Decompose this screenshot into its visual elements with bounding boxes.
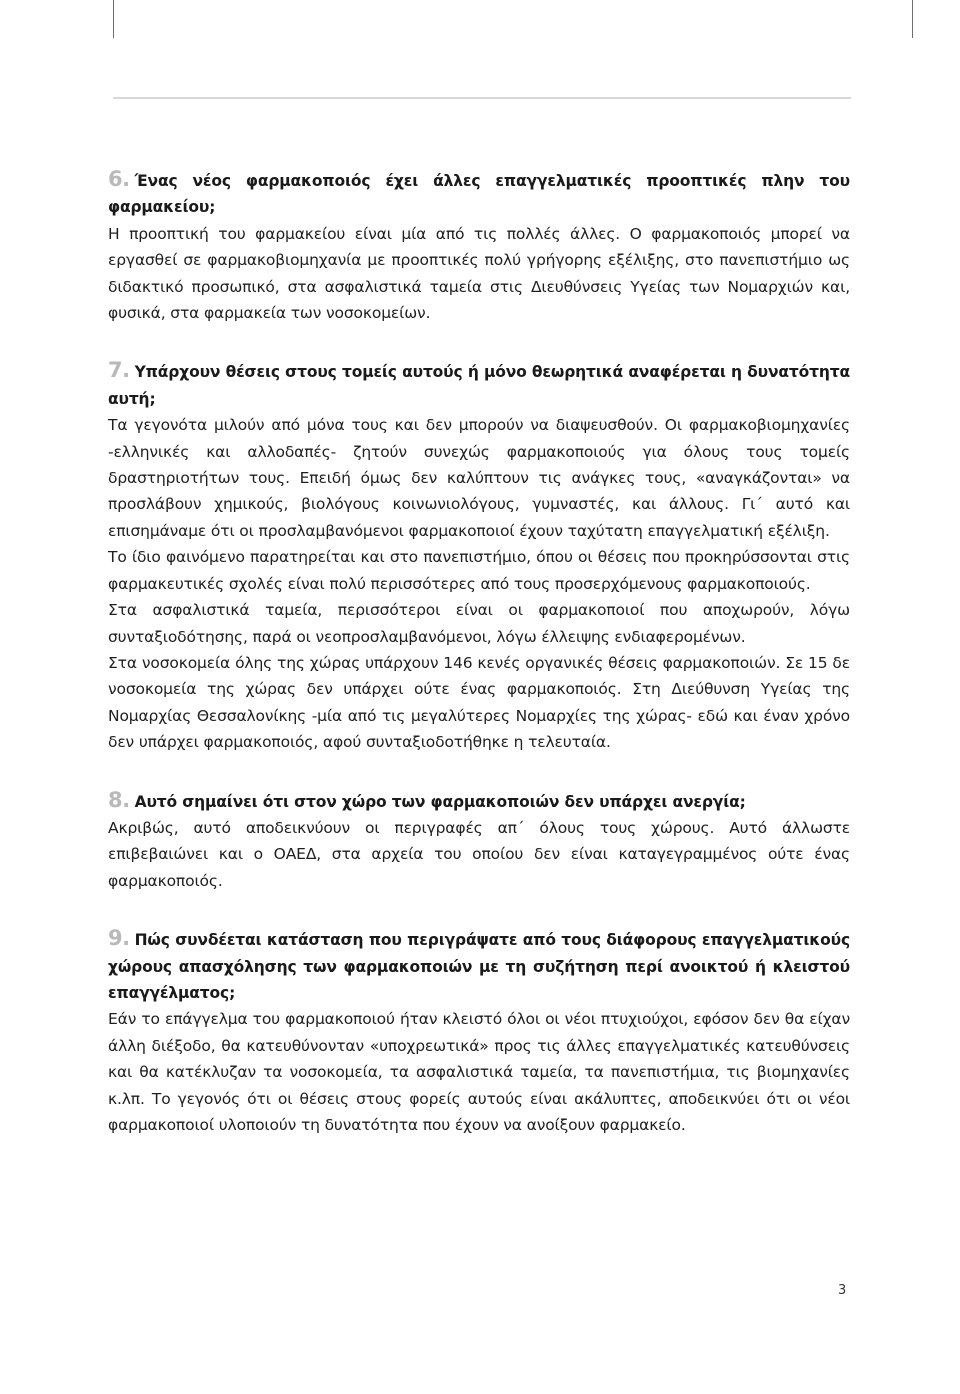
header-rule [113, 97, 851, 99]
qa-section-7 [108, 357, 850, 755]
answer-paragraph: Στα ασφαλιστικά ταμεία, περισσότεροι είναι οι φαρμακοποιοί που αποχωρούν, λόγω συνταξιοδότησης, παρά οι νεοπροσλαμβανόμενοι, λόγω έλλειψης ενδιαφερομένων. [108, 601, 850, 646]
answer-paragraph: Ακριβώς, αυτό αποδεικνύουν οι περιγραφές απ΄ όλους τους χώρους. Αυτό άλλωστε επιβεβαιώνει και ο ΟΑΕΔ, στα αρχεία του οποίου δεν είναι καταγεγραμμένος ούτε ένας φαρμακοποιός. [108, 818, 850, 890]
answer-paragraph: Τα γεγονότα μιλούν από μόνα τους και δεν μπορούν να διαψευσθούν. Οι φαρμακοβιομηχανίες -ελληνικές και αλλοδαπές- ζητούν συνεχώς φαρμακοποιούς για όλους τους τομείς δραστηριοτήτων τους. Επειδή όμως δεν καλύπτουν τις ανάγκες τους, «αναγκάζονται» να προσλάβουν χημικούς, βιολόγους κοινωνιολόγους, γυμναστές, και άλλους. Γι΄ αυτό και επισημάναμε ότι οι προσλαμβανόμενοι φαρμακοποιοί έχουν ταχύτατη επαγγελματική εξέλιξη. [108, 416, 850, 540]
answer-paragraph: Εάν το επάγγελμα του φαρμακοποιού ήταν κλειστό όλοι οι νέοι πτυχιούχοι, εφόσον δεν θα είχαν άλλη διέξοδο, θα κατευθύνονταν «υποχρεωτικά» προς τις άλλες επαγγελματικές κατευθύνσεις και θα κατέκλυζαν τα νοσοκομεία, τα ασφαλιστικά ταμεία, τα πανεπιστήμια, τις βιομηχανίες κ.λπ. Το γεγονός ότι οι θέσεις στους φορείς αυτούς είναι ακάλυπτες, αποδεικνύει ότι οι νέοι φαρμακοποιοί υλοποιούν τη δυνατότητα που έχουν να ανοίξουν φαρμακείο. [108, 1010, 850, 1134]
qa-section-6 [108, 166, 850, 326]
question-text: Ένας νέος φαρμακοποιός έχει άλλες επαγγελματικές προοπτικές πλην του φαρμακείου; [108, 172, 850, 217]
qa-section-9 [108, 925, 850, 1138]
question-number: 8. [108, 787, 130, 812]
question-heading [108, 166, 850, 221]
answer-paragraph: Το ίδιο φαινόμενο παρατηρείται και στο πανεπιστήμιο, όπου οι θέσεις που προκηρύσσονται στις φαρμακευτικές σχολές είναι πολύ περισσότερες από τους προσερχόμενους φαρμακοποιούς. [108, 548, 850, 593]
question-heading [108, 787, 850, 815]
crop-mark-left [113, 0, 114, 38]
page-content [108, 166, 850, 1138]
question-text: Αυτό σημαίνει ότι στον χώρο των φαρμακοποιών δεν υπάρχει ανεργία; [134, 792, 746, 811]
question-heading [108, 925, 850, 1006]
question-number: 7. [108, 358, 130, 383]
question-number: 9. [108, 926, 130, 951]
qa-section-8 [108, 787, 850, 895]
answer-paragraph: Στα νοσοκομεία όλης της χώρας υπάρχουν 146 κενές οργανικές θέσεις φαρμακοποιών. Σε 15 δε νοσοκομεία της χώρας δεν υπάρχει ούτε ένας φαρμακοποιός. Στη Διεύθυνση Υγείας της Νομαρχίας Θεσσαλονίκης -μία από τις μεγαλύτερες Νομαρχίες της χώρας- εδώ και έναν χρόνο δεν υπάρχει φαρμακοποιός, αφού συνταξιοδοτήθηκε η τελευταία. [108, 653, 850, 752]
question-text: Υπάρχουν θέσεις στους τομείς αυτούς ή μόνο θεωρητικά αναφέρεται η δυνατότητα αυτή; [108, 363, 850, 408]
question-number: 6. [108, 167, 130, 191]
crop-mark-right [912, 0, 913, 38]
answer-paragraph: Η προοπτική του φαρμακείου είναι μία από τις πολλές άλλες. Ο φαρμακοποιός μπορεί να εργασθεί σε φαρμακοβιομηχανία με προοπτικές πολύ γρήγορης εξέλιξης, στο πανεπιστήμιο ως διδακτικό προσωπικό, στα ασφαλιστικά ταμεία στις Διευθύνσεις Υγείας των Νομαρχιών και, φυσικά, στα φαρμακεία των νοσοκομείων. [108, 224, 850, 323]
page-number: 3 [838, 1283, 847, 1298]
question-heading [108, 357, 850, 412]
question-text: Πώς συνδέεται κατάσταση που περιγράψατε από τους διάφορους επαγγελματικούς χώρους απασχόλησης των φαρμακοποιών με τη συζήτηση περί ανοικτού ή κλειστού επαγγέλματος; [108, 931, 850, 1002]
